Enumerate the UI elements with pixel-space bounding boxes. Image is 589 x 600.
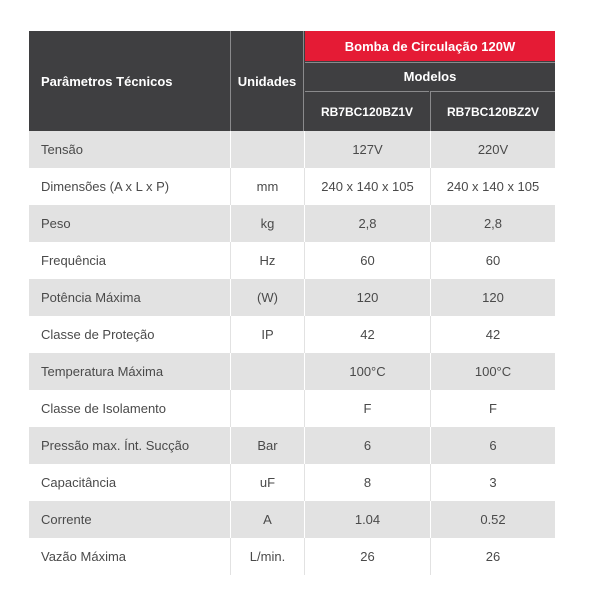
- header-unit: Unidades: [230, 31, 304, 131]
- row-unit: uF: [230, 464, 305, 501]
- row-unit: L/min.: [230, 538, 305, 575]
- table-row: [29, 427, 555, 464]
- table-row: [29, 538, 555, 575]
- table-row: [29, 279, 555, 316]
- header-param: Parâmetros Técnicos: [41, 73, 173, 89]
- row-param: Pressão max. Ínt. Sucção: [41, 438, 190, 453]
- row-value-model-2: 0.52: [430, 501, 555, 538]
- row-param: Tensão: [41, 142, 83, 157]
- row-value-model-1: 240 x 140 x 105: [321, 179, 414, 194]
- table-row: [29, 464, 555, 501]
- table-row: [29, 353, 555, 390]
- table-row: [29, 316, 555, 353]
- row-param: Dimensões (A x L x P): [41, 179, 170, 194]
- row-unit: Bar: [230, 427, 305, 464]
- row-value-model-2: 220V: [430, 131, 555, 168]
- row-unit: Hz: [230, 242, 305, 279]
- row-value-model-2: 3: [430, 464, 555, 501]
- row-value-model-2: 42: [430, 316, 555, 353]
- row-unit: [230, 390, 305, 427]
- row-unit: [230, 353, 305, 390]
- row-value-model-1: 100°C: [349, 364, 386, 379]
- row-unit: mm: [230, 168, 305, 205]
- row-param: Potência Máxima: [41, 290, 141, 305]
- row-value-model-2: 26: [430, 538, 555, 575]
- row-value-model-1: 6: [363, 438, 372, 453]
- row-value-model-1: 26: [360, 549, 375, 564]
- table-row: [29, 205, 555, 242]
- row-param: Frequência: [41, 253, 107, 268]
- row-param: Capacitância: [41, 475, 117, 490]
- row-value-model-2: 2,8: [430, 205, 555, 242]
- row-param: Classe de Proteção: [41, 327, 155, 342]
- row-value-model-1: 2,8: [358, 216, 377, 231]
- row-value-model-1: 60: [360, 253, 375, 268]
- row-value-model-2: 240 x 140 x 105: [430, 168, 555, 205]
- header-product: Bomba de Circulação 120W: [305, 31, 555, 61]
- header-model-1: RB7BC120BZ1V: [305, 91, 429, 131]
- row-value-model-2: F: [430, 390, 555, 427]
- row-value-model-2: 6: [430, 427, 555, 464]
- row-param: Vazão Máxima: [41, 549, 127, 564]
- table-row: [29, 390, 555, 427]
- row-param: Peso: [41, 216, 71, 231]
- row-value-model-1: F: [363, 401, 372, 416]
- row-value-model-1: 127V: [352, 142, 383, 157]
- header-models: Modelos: [305, 62, 555, 90]
- row-unit: kg: [230, 205, 305, 242]
- row-param: Temperatura Máxima: [41, 364, 164, 379]
- row-unit: (W): [230, 279, 305, 316]
- table-row: [29, 168, 555, 205]
- table-row: [29, 242, 555, 279]
- table-body: [29, 131, 555, 575]
- row-unit: A: [230, 501, 305, 538]
- row-unit: IP: [230, 316, 305, 353]
- table-row: [29, 501, 555, 538]
- row-param: Corrente: [41, 512, 92, 527]
- row-unit: [230, 131, 305, 168]
- specs-table: [29, 31, 555, 575]
- header-model-2: RB7BC120BZ2V: [430, 91, 555, 131]
- row-value-model-2: 120: [430, 279, 555, 316]
- row-value-model-2: 60: [430, 242, 555, 279]
- row-value-model-1: 8: [363, 475, 372, 490]
- table-row: [29, 131, 555, 168]
- table-header: [29, 31, 555, 131]
- row-value-model-1: 120: [356, 290, 379, 305]
- row-param: Classe de Isolamento: [41, 401, 167, 416]
- row-value-model-1: 1.04: [354, 512, 381, 527]
- row-value-model-2: 100°C: [430, 353, 555, 390]
- row-value-model-1: 42: [360, 327, 375, 342]
